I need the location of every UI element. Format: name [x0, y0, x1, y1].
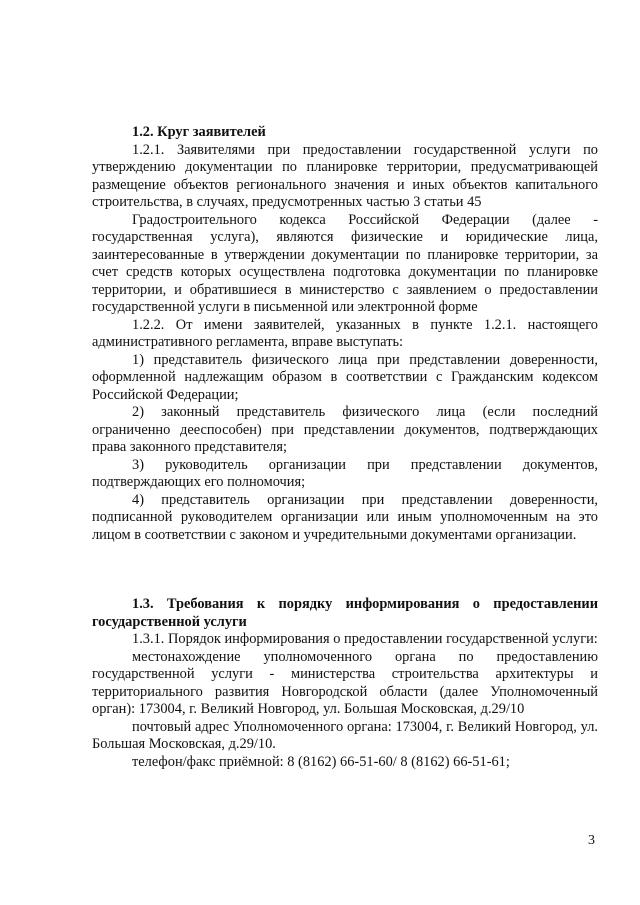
paragraph-1-2-1-a: 1.2.1. Заявителями при предоставлении государственной услуги по утверждению документации по планировке территории, предусматривающей размещение объектов регионального значения и иных объектов капитального строительства, в случаях, предусмотренных частью 3 статьи 45 [92, 141, 598, 210]
paragraph-1-2-2: 1.2.2. От имени заявителей, указанных в пункте 1.2.1. настоящего административного регламента, вправе выступать: [92, 316, 598, 350]
list-item-3: 3) руководитель организации при представлении документов, подтверждающих его полномочия; [92, 456, 598, 490]
section-1-3-heading: 1.3. Требования к порядку информирования о предоставлении государственной услуги [92, 596, 598, 630]
section-1-2 [92, 124, 598, 544]
location-paragraph: местонахождение уполномоченного органа по предоставлению государственной услуги - министерства строительства архитектуры и территориального развития Новгородской области (далее Уполномоченный орган): 173004, г. Великий Новгород, ул. Большая Московская, д.29/10 [92, 648, 598, 717]
paragraph-1-3-1: 1.3.1. Порядок информирования о предоставлении государственной услуги: [132, 631, 598, 647]
paragraph-1-2-1-b: Градостроительного кодекса Российской Федерации (далее - государственная услуга), являются физические и юридические лица, заинтересованные в утверждении документации по планировке территории, за счет средств которых осуществлена подготовка документации по планировке территории, и обратившиеся в министерство с заявлением о предоставлении государственной услуги в письменной или электронной форме [92, 211, 598, 315]
page-number: 3 [588, 833, 595, 848]
phone-paragraph: телефон/факс приёмной: 8 (8162) 66-51-60/ 8 (8162) 66-51-61; [132, 753, 510, 770]
postal-address-paragraph: почтовый адрес Уполномоченного органа: 173004, г. Великий Новгород, ул. Большая Московская, д.29/10. [92, 718, 598, 752]
list-item-1: 1) представитель физического лица при представлении доверенности, оформленной надлежащим образом в соответствии с Гражданским кодексом Российской Федерации; [92, 351, 598, 403]
list-item-4: 4) представитель организации при представлении доверенности, подписанной руководителем организации или иным уполномоченным на это лицом в соответствии с законом и учредительными документами организации. [92, 491, 598, 543]
section-1-2-heading: 1.2. Круг заявителей [132, 124, 266, 140]
list-item-2: 2) законный представитель физического лица (если последний ограниченно дееспособен) при представлении документов, подтверждающих права законного представителя; [92, 404, 598, 455]
section-1-3 [92, 596, 598, 771]
